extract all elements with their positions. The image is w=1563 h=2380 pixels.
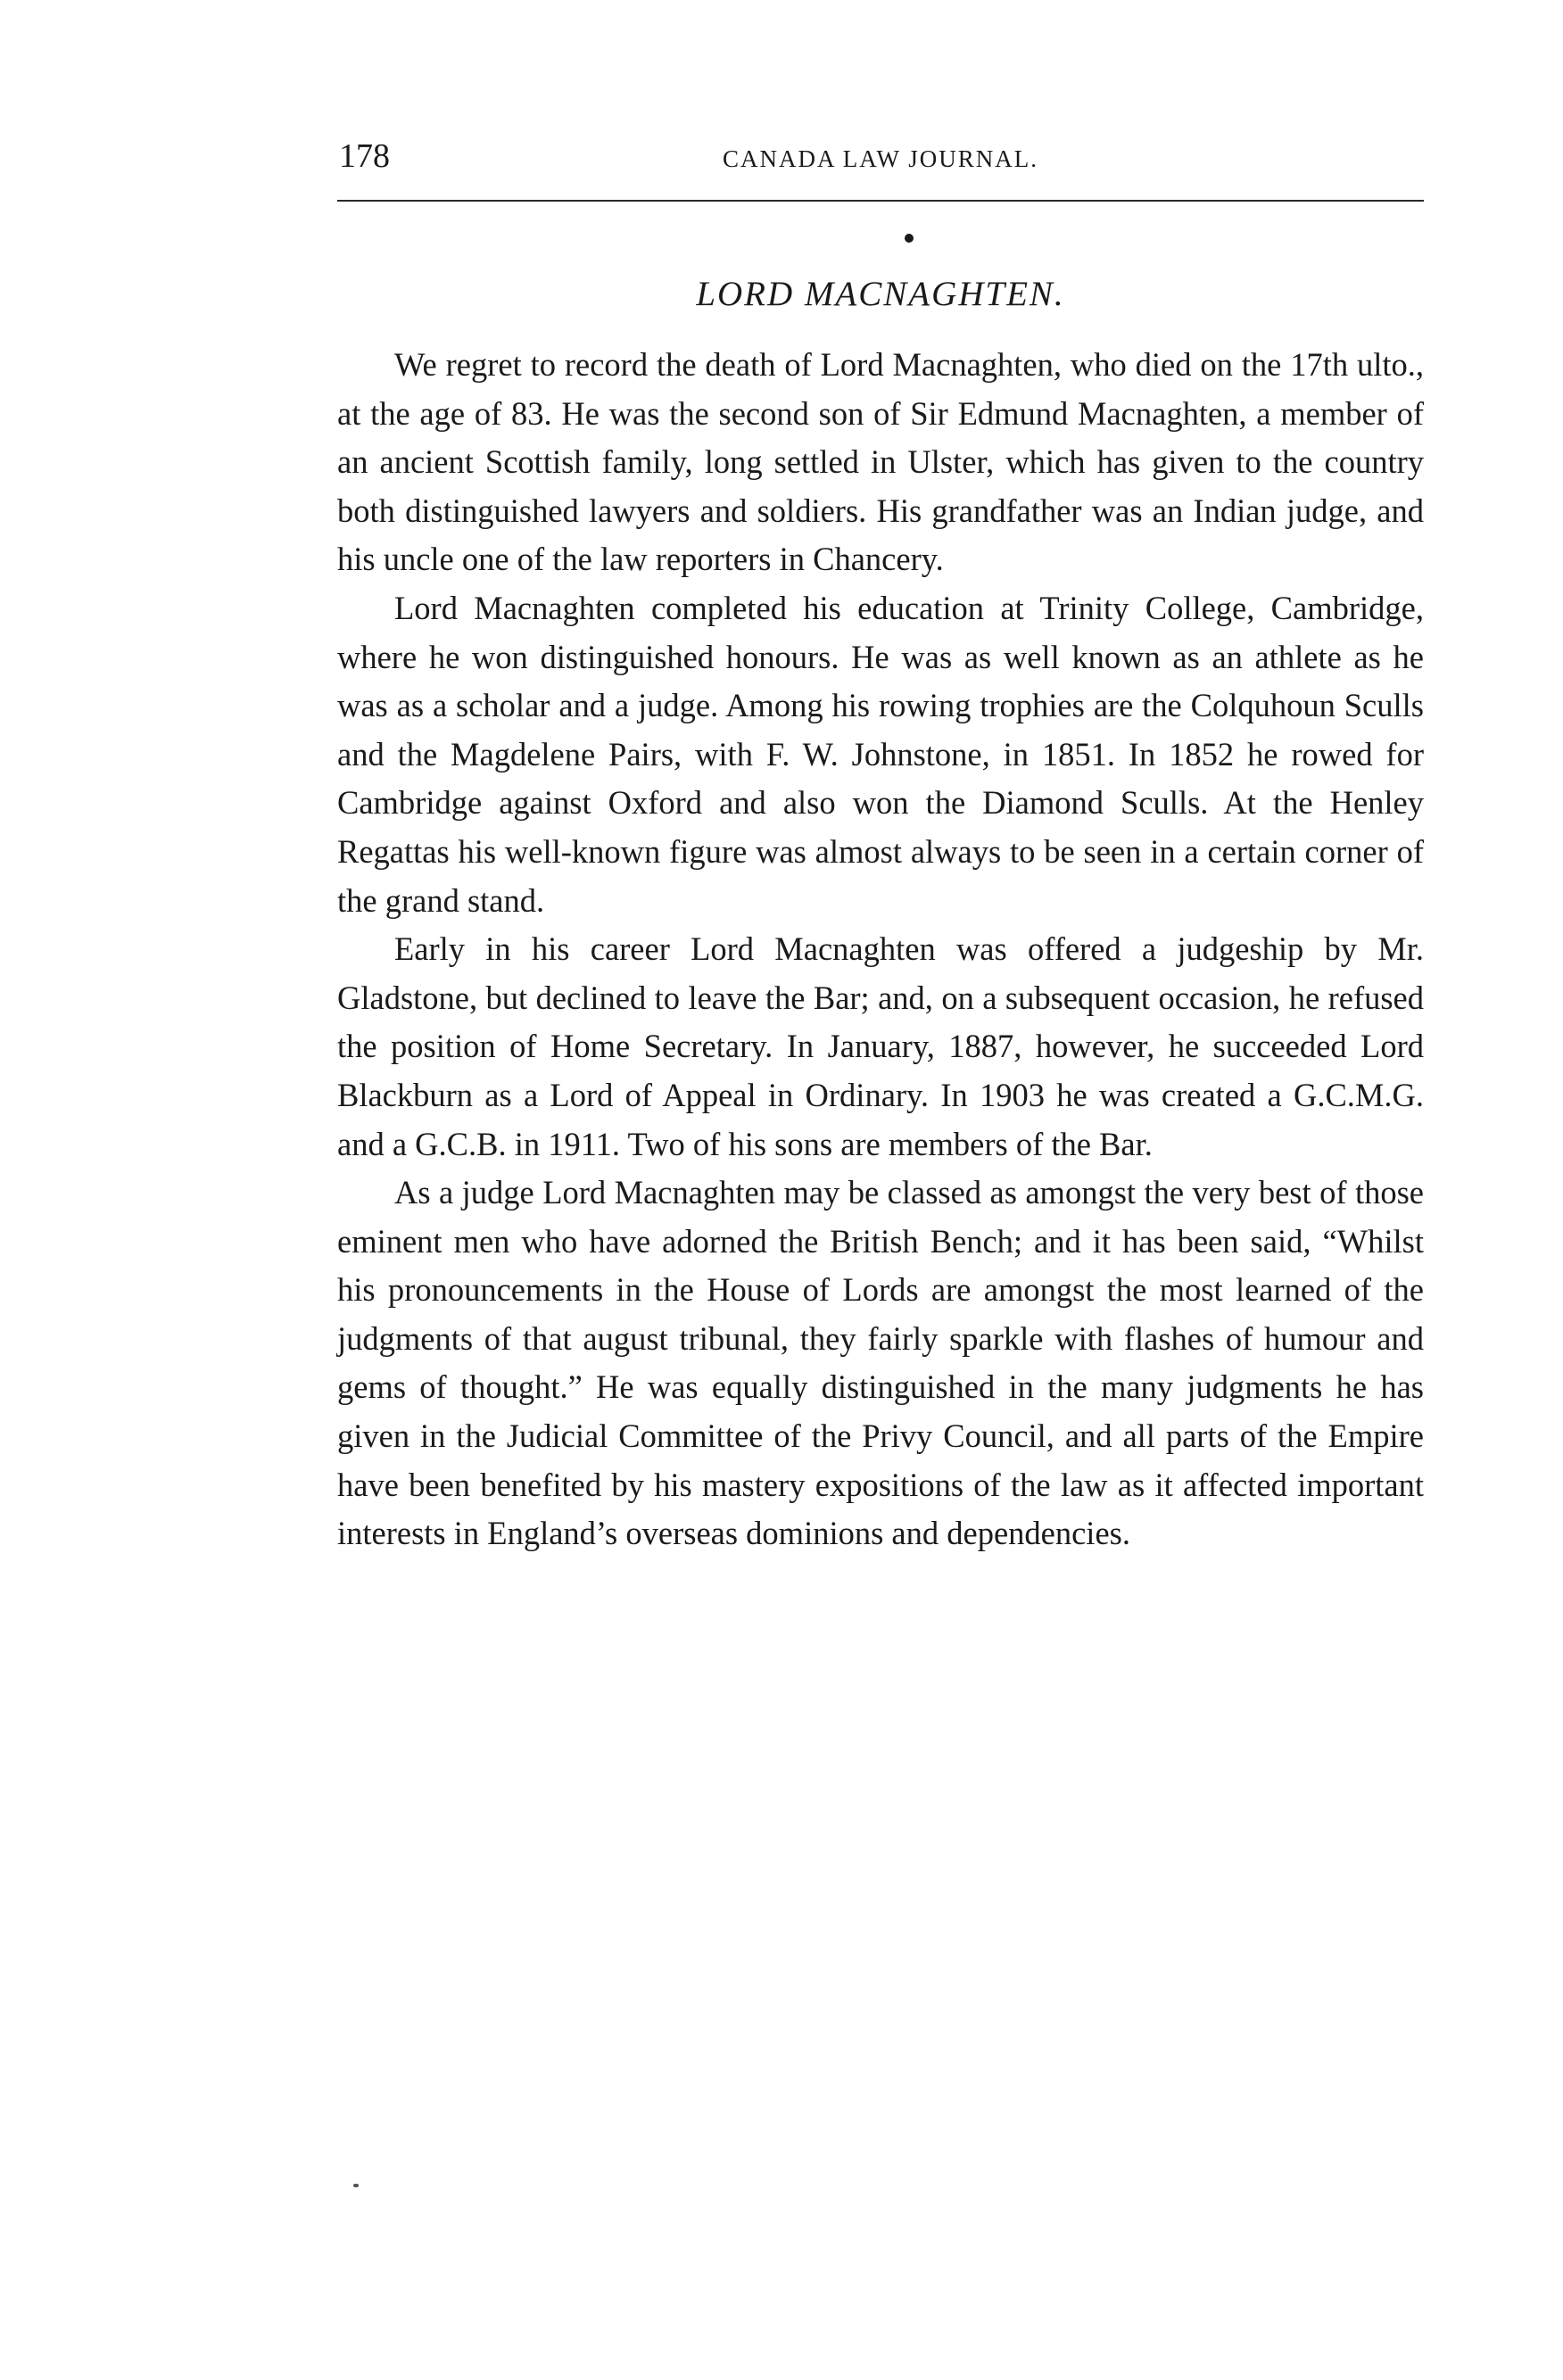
article-body: [337, 341, 1424, 1558]
running-head: [337, 134, 1424, 187]
journal-title: CANADA LAW JOURNAL.: [722, 145, 1039, 172]
header-rule: [337, 200, 1424, 202]
article-title: LORD MACNAGHTEN.: [696, 275, 1065, 313]
page-number: 178: [339, 137, 390, 175]
paragraph-3: Early in his career Lord Macnaghten was offered a judgeship by Mr. Gladstone, but declined to leave the Bar; and, on a subsequent occasion, he refused the position of Home Secretary. In January, 1887, however, he succeeded Lord Blackburn as a Lord of Appeal in Ordinary. In 1903 he was created a G.C.M.G. and a G.C.B. in 1911. Two of his sons are members of the Bar.: [337, 930, 1424, 1162]
scan-speck: [353, 2184, 359, 2187]
paragraph-2: Lord Macnaghten completed his education at Trinity College, Cambridge, where he won distinguished honours. He was as well known as an athlete as he was as a scholar and a judge. Among his rowing trophies are the Colquhoun Sculls and the Magdelene Pairs, with F. W. Johnstone, in 1851. In 1852 he rowed for Cambridge against Oxford and also won the Diamond Sculls. At the Henley Regattas his well-known figure was almost always to be seen in a certain corner of the grand stand.: [337, 589, 1424, 919]
paragraph-4: As a judge Lord Macnaghten may be classed as amongst the very best of those eminent men who have adorned the British Bench; and it has been said, “Whilst his pronouncements in the House of Lords are amongst the most learned of the judgments of that august tribunal, they fairly sparkle with flashes of humour and gems of thought.” He was equally distinguished in the many judgments he has given in the Judicial Committee of the Privy Council, and all parts of the Empire have been benefited by his mastery expositions of the law as it affected important interests in England’s overseas dominions and dependencies.: [337, 1174, 1424, 1552]
bullet-ornament: [905, 234, 914, 243]
paragraph-1: We regret to record the death of Lord Macnaghten, who died on the 17th ulto., at the age of 83. He was the second son of Sir Edmund Macnaghten, a member of an ancient Scottish family, long settled in Ulster, which has given to the country both distinguished lawyers and soldiers. His grandfather was an Indian judge, and his uncle one of the law reporters in Chancery.: [337, 346, 1424, 578]
